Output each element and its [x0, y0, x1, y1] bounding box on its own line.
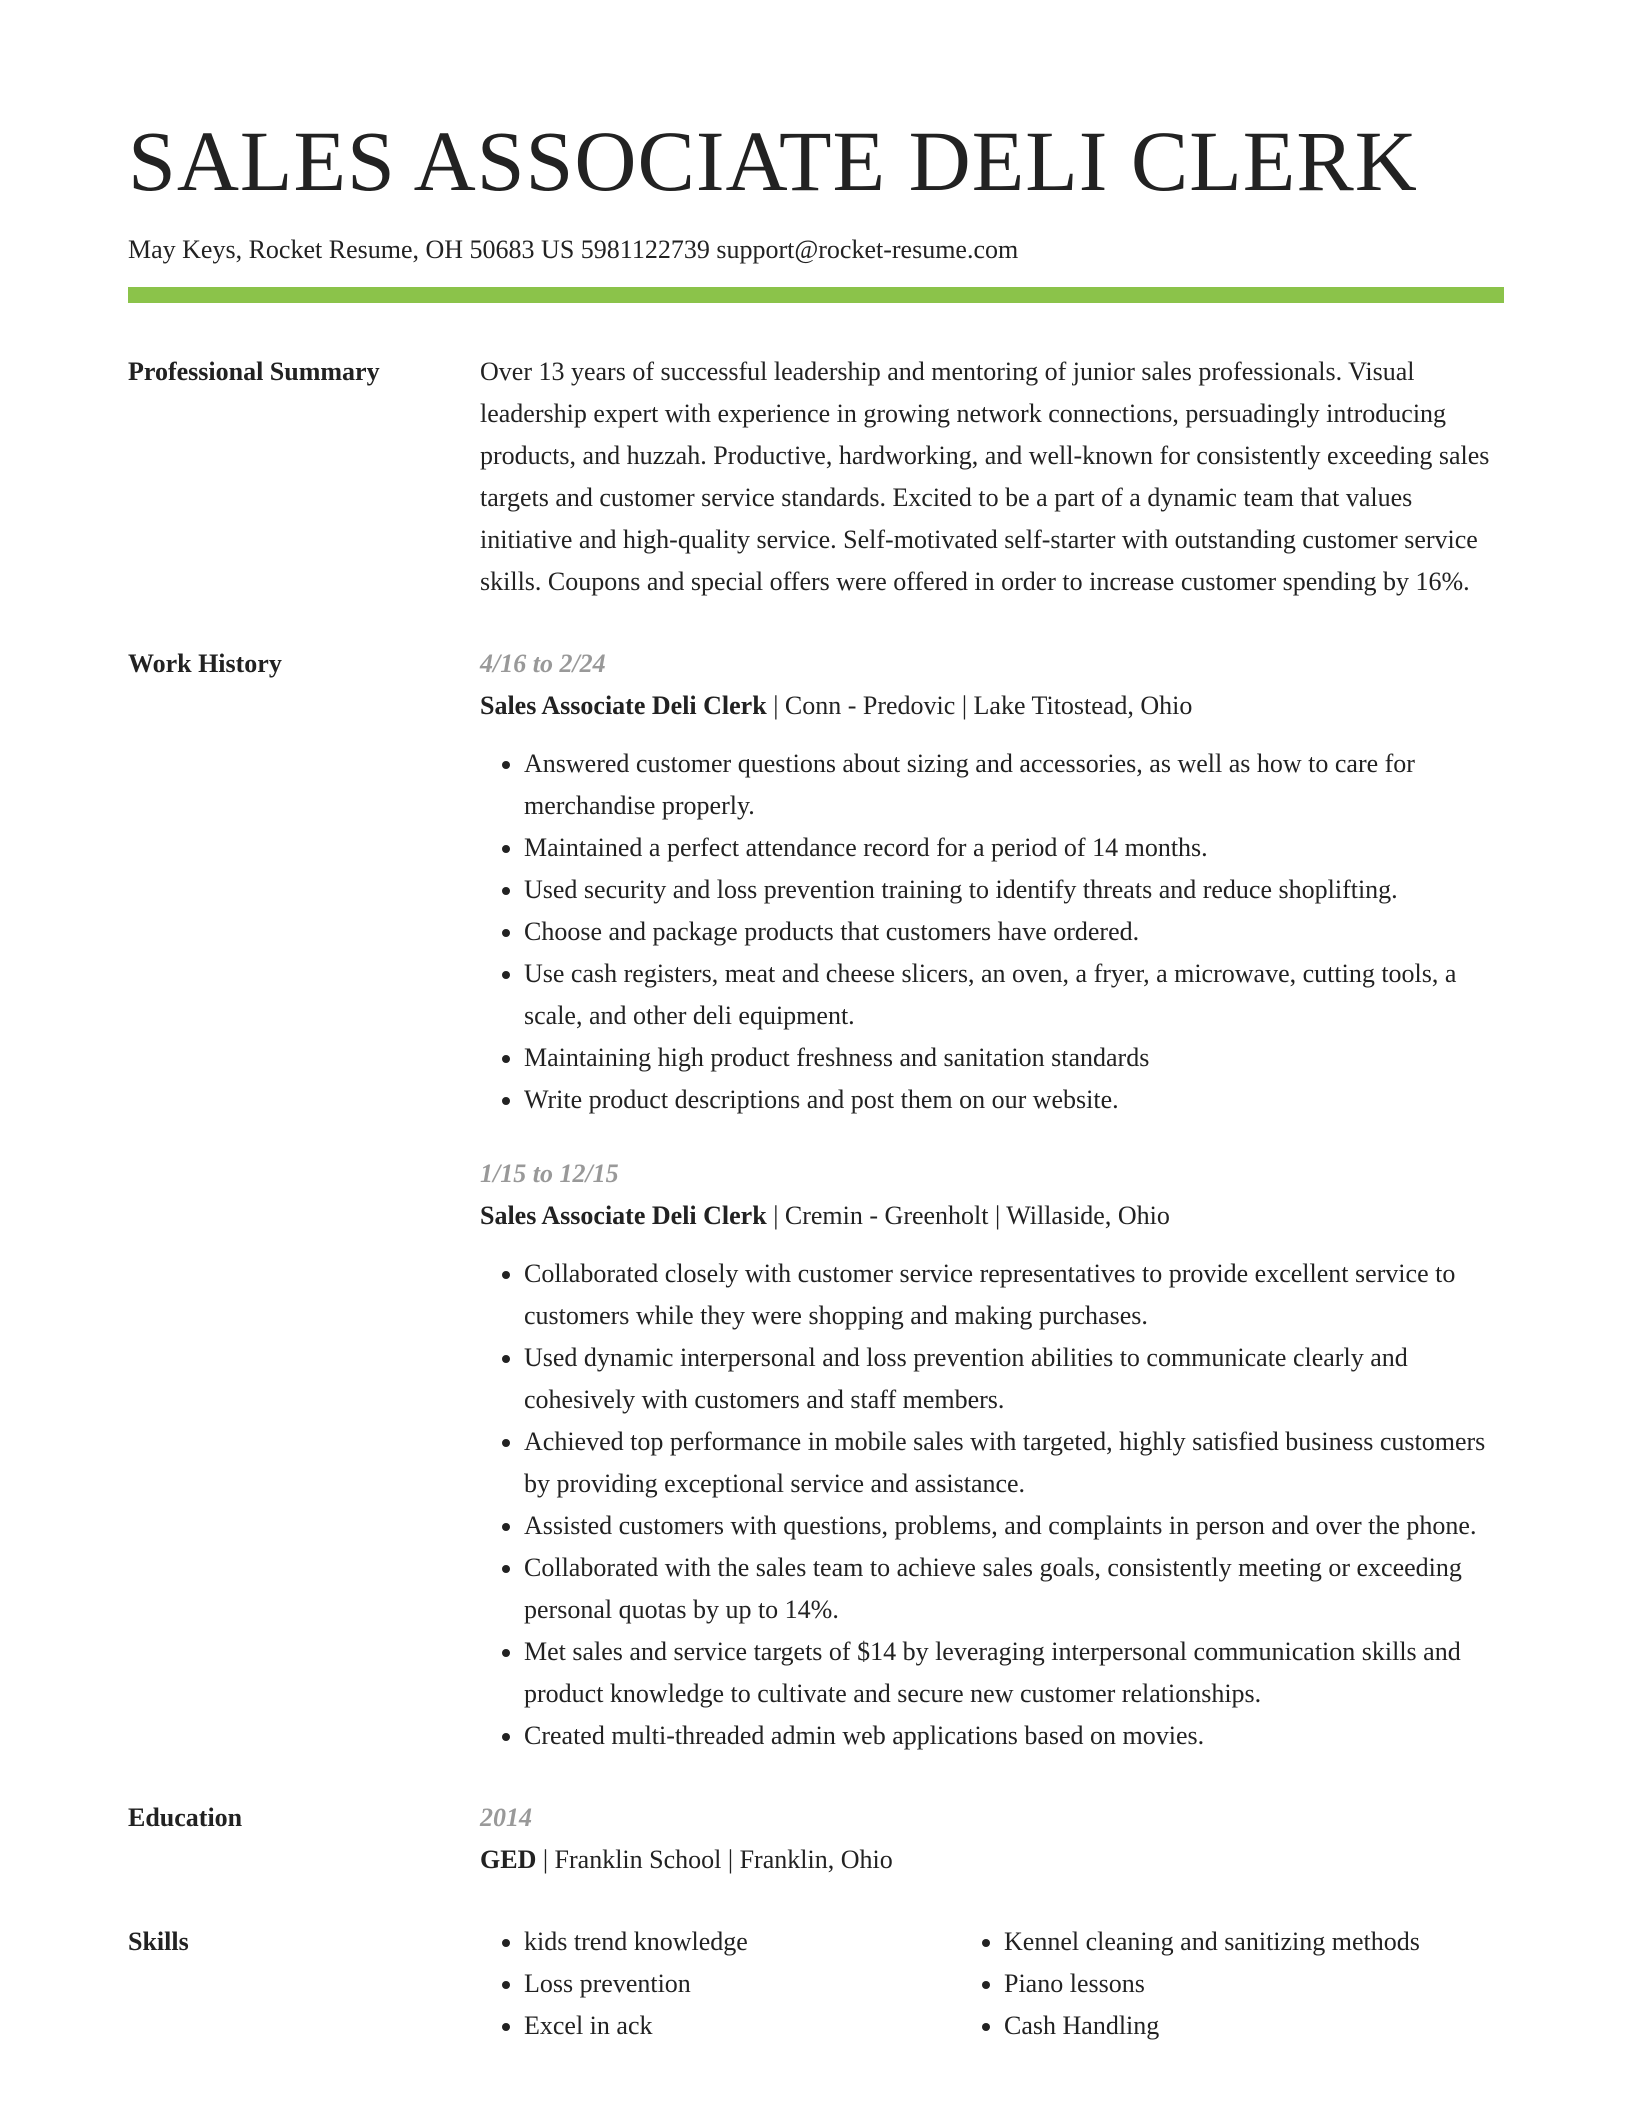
work-history-body	[480, 643, 1504, 1757]
job-duty-item: • Collaborated with the sales team to achieve sales goals, consistently meeting or exceeding personal quotas by up to 14%.	[524, 1547, 1504, 1631]
section-title-summary: Professional Summary	[128, 357, 380, 387]
section-title-skills: Skills	[128, 1927, 189, 1957]
education-degree: GED	[480, 1845, 537, 1875]
job-dates: 4/16 to 2/24	[480, 649, 606, 679]
job-duty-item: • Collaborated closely with customer service representatives to provide excellent service to customers while they were shopping and making purchases.	[524, 1253, 1504, 1337]
summary-body	[480, 351, 1504, 603]
job-duty-item: • Write product descriptions and post them on our website.	[524, 1079, 1504, 1121]
summary-section	[128, 351, 1504, 603]
skills-body	[480, 1921, 1504, 2047]
section-title-work-history: Work History	[128, 649, 282, 679]
job-dates: 1/15 to 12/15	[480, 1159, 619, 1189]
section-title-education: Education	[128, 1803, 243, 1833]
skill-item: • Excel in ack	[524, 2005, 940, 2047]
job-duty-item: • Assisted customers with questions, problems, and complaints in person and over the phone.	[524, 1505, 1504, 1547]
job-role: Sales Associate Deli Clerk	[480, 1201, 767, 1231]
education-section	[128, 1797, 1504, 1881]
job-entry	[480, 1153, 1504, 1757]
skill-item: • Piano lessons	[1004, 1963, 1484, 2005]
job-duties-list	[480, 743, 1504, 1121]
accent-divider	[128, 287, 1504, 303]
job-employer-location: | Cremin - Greenholt | Willaside, Ohio	[766, 1201, 1170, 1231]
job-duty-item: • Answered customer questions about sizing and accessories, as well as how to care for merchandise properly.	[524, 743, 1504, 827]
job-employer-location: | Conn - Predovic | Lake Titostead, Ohio	[766, 691, 1193, 721]
job-title-line	[480, 685, 1504, 727]
job-duty-item: • Maintaining high product freshness and sanitation standards	[524, 1037, 1504, 1079]
job-duty-item: • Achieved top performance in mobile sales with targeted, highly satisfied business customers by providing exceptional service and assistance.	[524, 1421, 1504, 1505]
education-line	[480, 1839, 1504, 1881]
education-year: 2014	[480, 1803, 532, 1833]
work-history-section	[128, 643, 1504, 1757]
skill-item: • Cash Handling	[1004, 2005, 1484, 2047]
job-duty-item: • Use cash registers, meat and cheese slicers, an oven, a fryer, a microwave, cutting tools, a scale, and other deli equipment.	[524, 953, 1504, 1037]
job-duty-item: • Used dynamic interpersonal and loss prevention abilities to communicate clearly and cohesively with customers and staff members.	[524, 1337, 1504, 1421]
job-entry	[480, 643, 1504, 1121]
job-title-line	[480, 1195, 1504, 1237]
education-body	[480, 1797, 1504, 1881]
job-role: Sales Associate Deli Clerk	[480, 691, 767, 721]
summary-text: Over 13 years of successful leadership and mentoring of junior sales professionals. Visual leadership expert with experience in growing network connections, persuadingly introducing products, and huzzah. Productive, hardworking, and well-known for consistently exceeding sales targets and customer service standards. Excited to be a part of a dynamic team that values initiative and high-quality service. Self-motivated self-starter with outstanding customer service skills. Coupons and special offers were offered in order to increase customer spending by 16%.	[480, 357, 1490, 597]
skills-list-right	[960, 1921, 1484, 2047]
skill-item: • Loss prevention	[524, 1963, 940, 2005]
education-school-location: | Franklin School | Franklin, Ohio	[536, 1845, 893, 1875]
job-duty-item: • Created multi-threaded admin web applications based on movies.	[524, 1715, 1504, 1757]
job-duty-item: • Met sales and service targets of $14 by leveraging interpersonal communication skills and product knowledge to cultivate and secure new customer relationships.	[524, 1631, 1504, 1715]
job-duty-item: • Maintained a perfect attendance record for a period of 14 months.	[524, 827, 1504, 869]
job-duties-list	[480, 1253, 1504, 1757]
job-duty-item: • Choose and package products that customers have ordered.	[524, 911, 1504, 953]
skill-item: • Kennel cleaning and sanitizing methods	[1004, 1921, 1484, 1963]
skills-section	[128, 1921, 1504, 2047]
resume-name-heading: SALES ASSOCIATE DELI CLERK	[128, 113, 1418, 209]
contact-line: May Keys, Rocket Resume, OH 50683 US 5981122739 support@rocket-resume.com	[128, 235, 1019, 264]
skill-item: • kids trend knowledge	[524, 1921, 940, 1963]
skills-list-left	[480, 1921, 940, 2047]
job-duty-item: • Used security and loss prevention training to identify threats and reduce shoplifting.	[524, 869, 1504, 911]
